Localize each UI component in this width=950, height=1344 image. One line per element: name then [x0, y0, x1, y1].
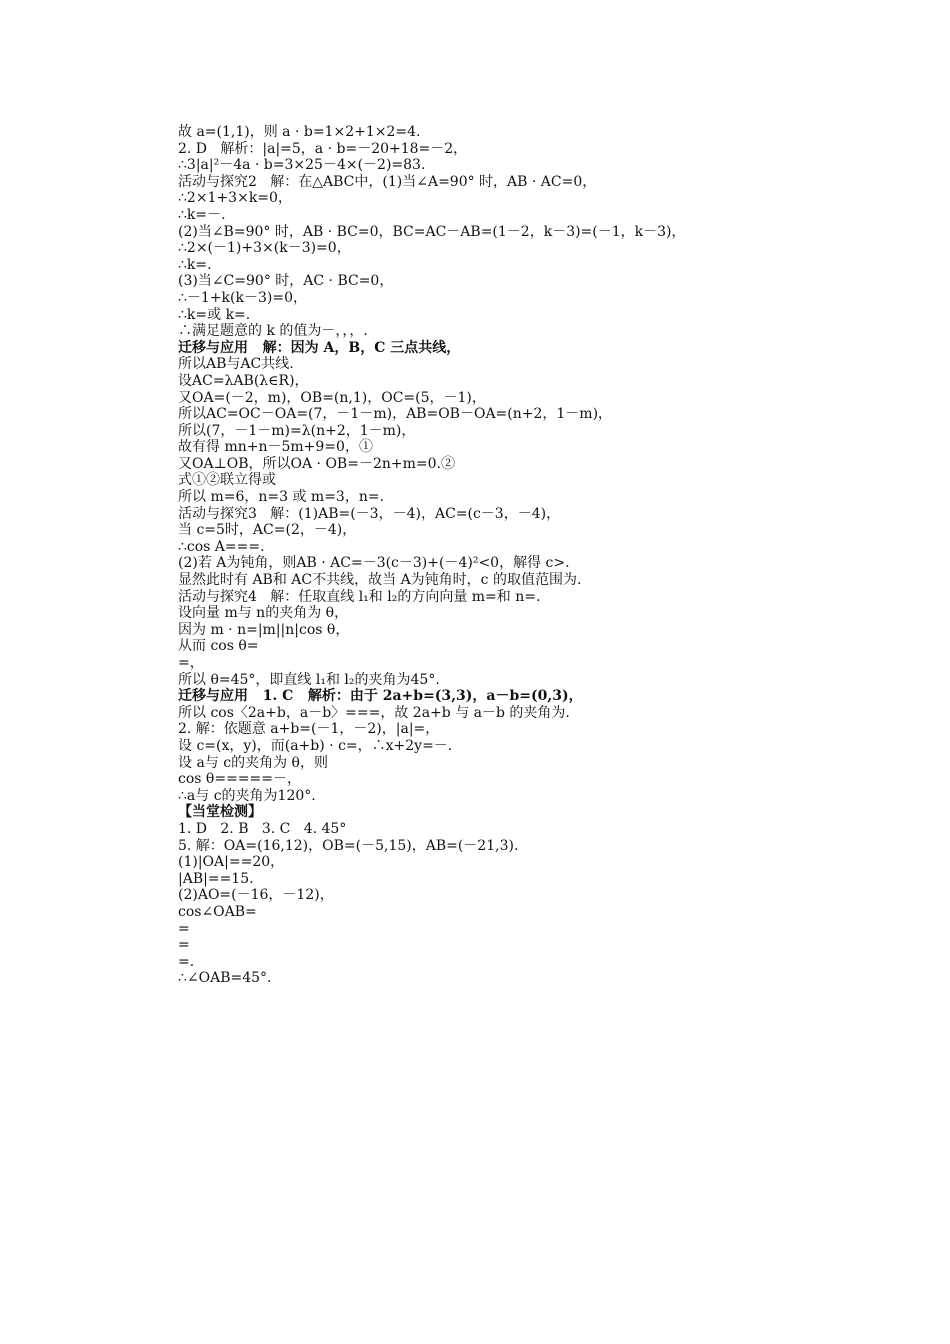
text-line: 从而 cos θ= — [178, 638, 259, 655]
section-heading-line: 迁移与应用 1. C 解析：由于 2a+b=(3,3)，a－b=(0,3)， — [178, 688, 583, 705]
text-line: 当 c=5时，AC=(2，－4)， — [178, 522, 357, 539]
text-line: = — [178, 920, 190, 937]
text-line: 活动与探究2 解：在△ABC中，(1)当∠A=90° 时，AB · AC=0， — [178, 173, 597, 190]
text-line: 故有得 mn+n－5m+9=0，① — [178, 439, 373, 456]
text-line: 所以AC=OC－OA=(7，－1－m)，AB=OB－OA=(n+2，1－m)， — [178, 406, 613, 423]
text-line: 设向量 m与 n的夹角为 θ， — [178, 605, 349, 622]
text-line: 所以AB与AC共线. — [178, 356, 294, 373]
text-line: (2)若 A为钝角，则AB · AC=－3(c－3)+(－4)²<0，解得 c>. — [178, 555, 570, 572]
text-line: ∴2×1+3×k=0， — [178, 190, 292, 207]
text-line: 因为 m · n=|m||n|cos θ， — [178, 621, 350, 638]
text-line: ∴k=. — [178, 256, 212, 273]
text-line: 设AC=λAB(λ∈R)， — [178, 372, 309, 389]
text-line: 1. D 2. B 3. C 4. 45° — [178, 820, 347, 837]
text-line: 活动与探究4 解：任取直线 l₁和 l₂的方向向量 m=和 n=. — [178, 588, 541, 605]
text-line: 式①②联立得或 — [178, 472, 276, 489]
text-line: (3)当∠C=90° 时，AC · BC=0， — [178, 273, 394, 290]
text-line: ∴k=－. — [178, 206, 226, 223]
text-line: 所以 θ=45°，即直线 l₁和 l₂的夹角为45°. — [178, 671, 440, 688]
text-line: 设 a与 c的夹角为 θ，则 — [178, 754, 328, 771]
text-line: cos∠OAB= — [178, 903, 257, 920]
text-line: ∴3|a|²－4a · b=3×25－4×(－2)=83. — [178, 157, 426, 174]
text-line: |AB|==15. — [178, 870, 254, 887]
text-line: =. — [178, 953, 195, 970]
text-line: 故 a=(1,1)，则 a · b=1×2+1×2=4. — [178, 124, 421, 140]
text-line: ∴－1+k(k－3)=0， — [178, 289, 307, 306]
text-line: ∴cos A===. — [178, 538, 265, 555]
text-line: 设 c=(x，y)，而(a+b) · c=，∴x+2y=－. — [178, 737, 453, 754]
text-line: cos θ=====－， — [178, 771, 301, 788]
text-line: ∴2×(－1)+3×(k－3)=0， — [178, 240, 351, 257]
text-line: 5. 解：OA=(16,12)，OB=(－5,15)，AB=(－21,3). — [178, 837, 519, 854]
text-line: (2)当∠B=90° 时，AB · BC=0，BC=AC－AB=(1－2，k－3)=(－1，k－3)， — [178, 223, 686, 240]
document-body — [178, 124, 778, 987]
text-line: 2. 解：依题意 a+b=(－1，－2)，|a|=， — [178, 721, 440, 738]
text-line: = — [178, 937, 190, 954]
text-line: 所以(7，－1－m)=λ(n+2，1－m)， — [178, 422, 416, 439]
text-line: ∴a与 c的夹角为120°. — [178, 787, 316, 804]
text-line: (2)AO=(－16，－12)， — [178, 887, 334, 904]
section-heading-line: 迁移与应用 解：因为 A，B，C 三点共线， — [178, 339, 461, 356]
text-line: ∴k=或 k=. — [178, 306, 251, 323]
text-line: 显然此时有 AB和 AC不共线，故当 A为钝角时，c 的取值范围为. — [178, 572, 582, 589]
text-line: 又OA=(－2，m)，OB=(n,1)，OC=(5，－1)， — [178, 389, 486, 406]
text-line: 活动与探究3 解：(1)AB=(－3，－4)，AC=(c－3，－4)， — [178, 505, 561, 522]
text-line: ∴满足题意的 k 的值为－，，，. — [178, 323, 368, 340]
text-line: 2. D 解析：|a|=5，a · b=－20+18=－2， — [178, 140, 468, 157]
text-line: 又OA⊥OB，所以OA · OB=－2n+m=0.② — [178, 455, 455, 472]
text-line: 所以 m=6，n=3 或 m=3，n=. — [178, 489, 385, 506]
text-line: ∴∠OAB=45°. — [178, 970, 272, 987]
section-heading-line: 【当堂检测】 — [178, 804, 262, 821]
text-line: (1)|OA|==20， — [178, 854, 285, 871]
text-line: 所以 cos〈2a+b，a－b〉===，故 2a+b 与 a－b 的夹角为. — [178, 704, 570, 721]
text-line: =， — [178, 655, 204, 671]
